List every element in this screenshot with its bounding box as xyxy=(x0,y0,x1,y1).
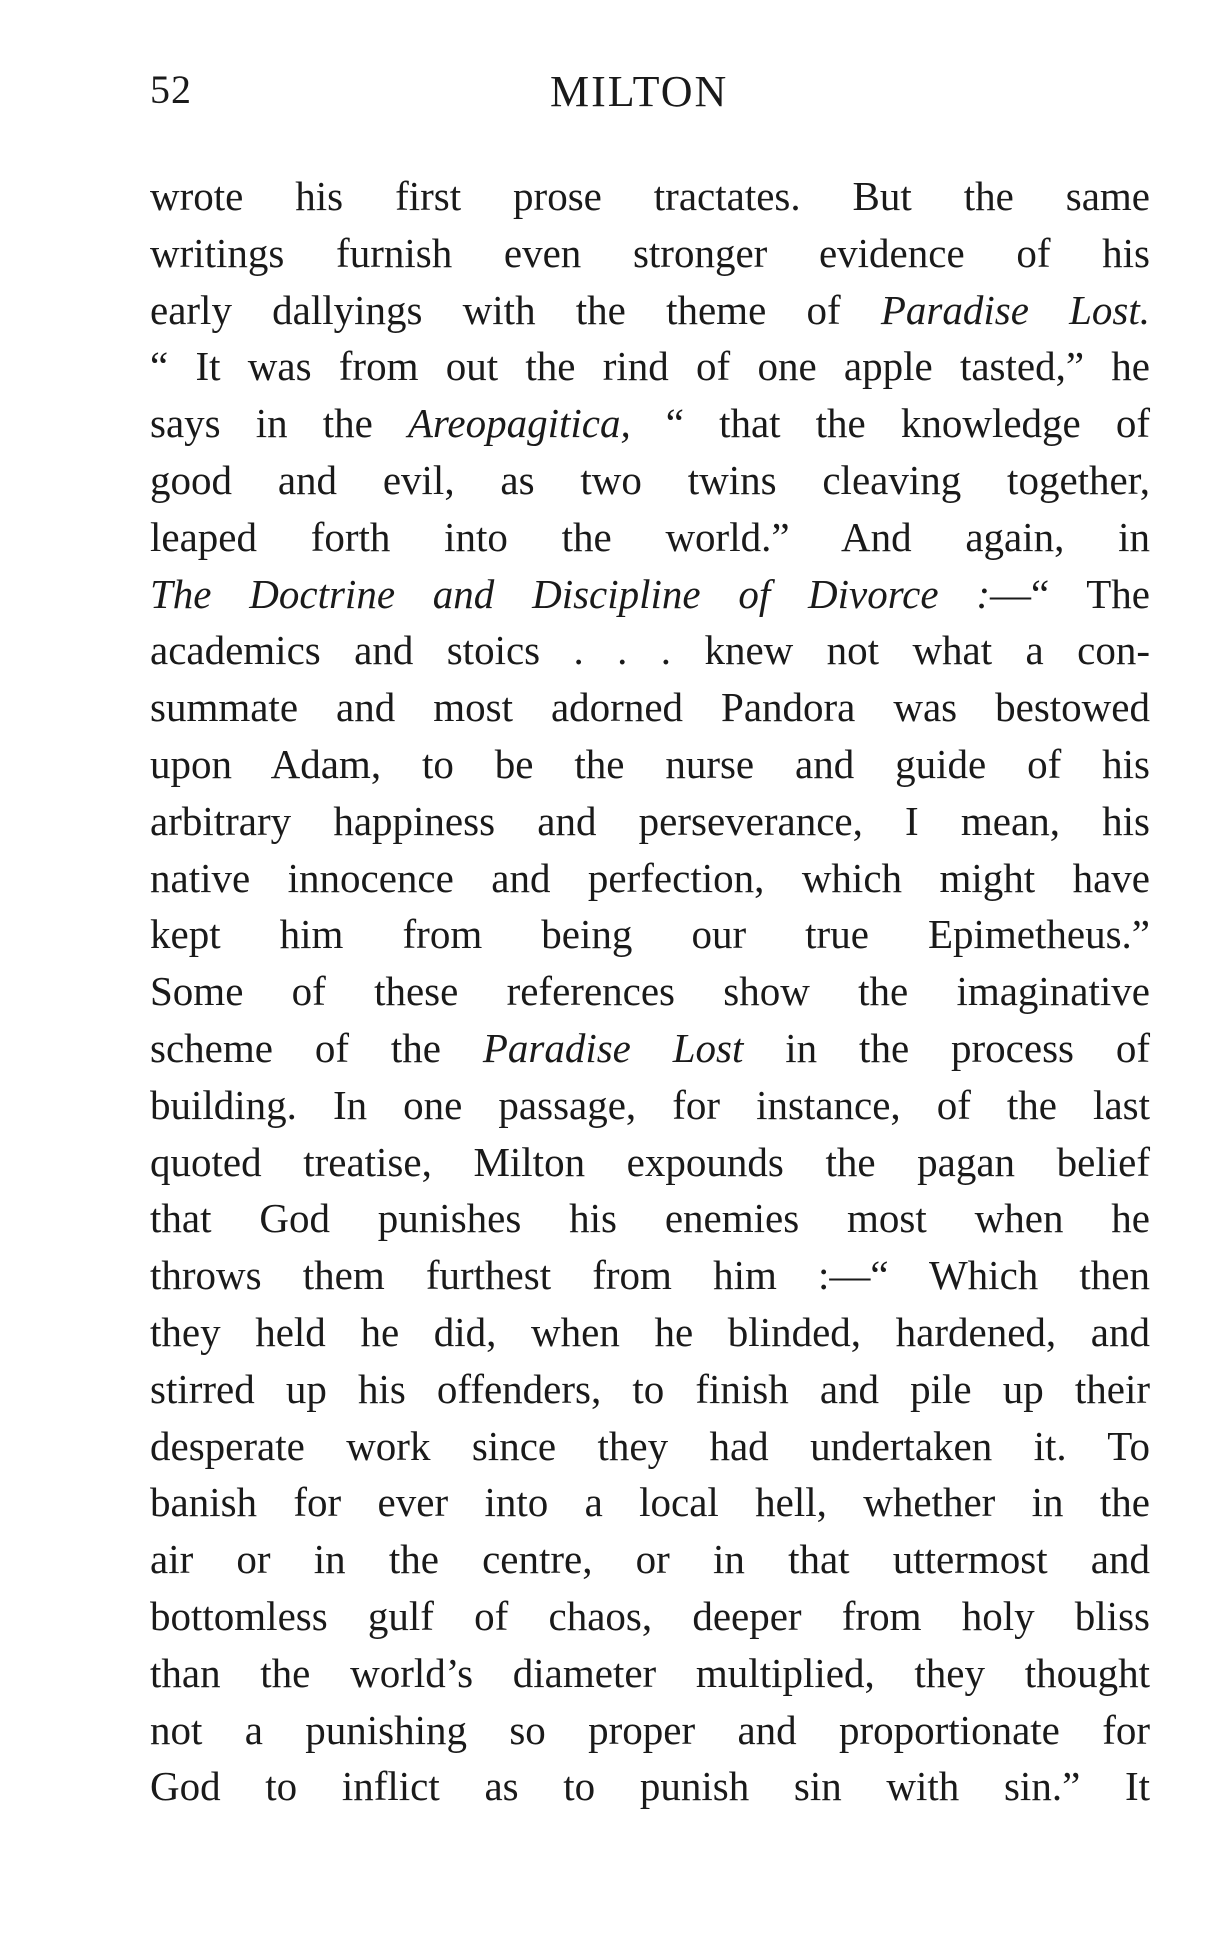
text-line: upon Adam, to be the nurse and guide of his xyxy=(150,740,1150,787)
body-text xyxy=(150,168,1150,1815)
text-line: Some of these references show the imaginative xyxy=(150,968,1150,1015)
text-line: kept him from being our true Epimetheus.” xyxy=(150,911,1150,958)
text-line: “ It was from out the rind of one apple tasted,” he xyxy=(150,343,1150,390)
running-head xyxy=(150,66,1150,126)
text-line: that God punishes his enemies most when he xyxy=(150,1195,1150,1242)
text-line: air or in the centre, or in that uttermost and xyxy=(150,1536,1150,1583)
text-line: good and evil, as two twins cleaving together, xyxy=(150,456,1150,503)
text-line: says in the Areopagitica, “ that the knowledge of xyxy=(150,400,1150,447)
text-line: academics and stoics . . . knew not what a con- xyxy=(150,627,1150,674)
text-line: stirred up his offenders, to finish and pile up their xyxy=(150,1365,1150,1412)
text-line: they held he did, when he blinded, hardened, and xyxy=(150,1308,1150,1355)
text-line: not a punishing so proper and proportionate for xyxy=(150,1706,1150,1753)
text-line: building. In one passage, for instance, of the last xyxy=(150,1081,1150,1128)
text-line: quoted treatise, Milton expounds the pagan belief xyxy=(150,1138,1150,1185)
text-line: bottomless gulf of chaos, deeper from holy bliss xyxy=(150,1592,1150,1639)
text-line: summate and most adorned Pandora was bestowed xyxy=(150,684,1150,731)
running-title: MILTON xyxy=(550,67,729,116)
text-line: banish for ever into a local hell, whether in the xyxy=(150,1479,1150,1526)
text-line: writings furnish even stronger evidence of his xyxy=(150,229,1150,276)
text-line: early dallyings with the theme of Paradise Lost. xyxy=(150,286,1150,333)
text-line: wrote his first prose tractates. But the same xyxy=(150,173,1150,219)
text-line: The Doctrine and Discipline of Divorce :—“ The xyxy=(150,570,1150,617)
text-line: arbitrary happiness and perseverance, I mean, his xyxy=(150,797,1150,844)
text-line: desperate work since they had undertaken it. To xyxy=(150,1422,1150,1469)
text-line: than the world’s diameter multiplied, they thought xyxy=(150,1649,1150,1696)
text-line: native innocence and perfection, which might have xyxy=(150,854,1150,901)
text-line: leaped forth into the world.” And again, in xyxy=(150,513,1150,560)
page-number: 52 xyxy=(150,67,192,112)
text-line: scheme of the Paradise Lost in the process of xyxy=(150,1024,1151,1071)
text-line: throws them furthest from him :—“ Which then xyxy=(150,1252,1150,1299)
text-line: God to inflict as to punish sin with sin.” It xyxy=(150,1763,1150,1810)
